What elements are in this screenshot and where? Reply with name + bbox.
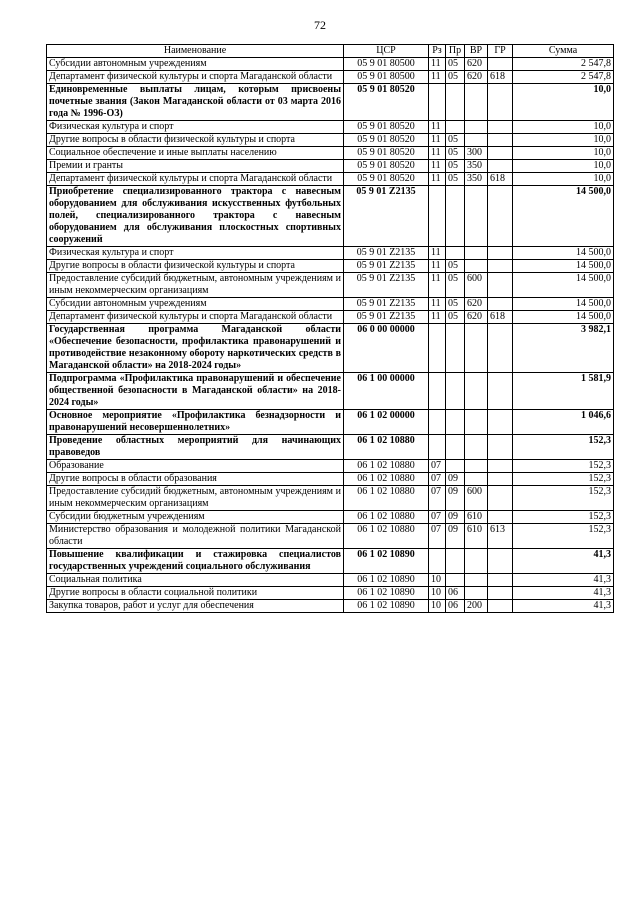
header-rz: Рз [429, 45, 446, 58]
cell-gr [488, 435, 513, 460]
cell-name: Социальная политика [47, 574, 344, 587]
header-vr: ВР [465, 45, 488, 58]
page-number: 72 [314, 18, 326, 32]
cell-name: Предоставление субсидий бюджетным, автономным учреждениям и иным некоммерческим организациям [47, 486, 344, 511]
cell-rz [429, 410, 446, 435]
cell-rz [429, 186, 446, 247]
cell-sum: 1 046,6 [513, 410, 614, 435]
cell-pr: 05 [446, 134, 465, 147]
cell-sum: 152,3 [513, 460, 614, 473]
cell-name: Другие вопросы в области физической культуры и спорта [47, 260, 344, 273]
cell-csr: 06 0 00 00000 [344, 324, 429, 373]
cell-sum: 14 500,0 [513, 273, 614, 298]
cell-csr: 05 9 01 Z2135 [344, 186, 429, 247]
cell-sum: 10,0 [513, 173, 614, 186]
cell-rz: 11 [429, 298, 446, 311]
cell-gr [488, 549, 513, 574]
cell-name: Повышение квалификации и стажировка специалистов государственных учреждений социального обслуживания [47, 549, 344, 574]
cell-pr [446, 410, 465, 435]
cell-pr [446, 84, 465, 121]
cell-rz: 07 [429, 511, 446, 524]
cell-gr [488, 58, 513, 71]
table-row [47, 587, 614, 600]
cell-sum: 2 547,8 [513, 58, 614, 71]
cell-sum: 10,0 [513, 121, 614, 134]
cell-gr: 613 [488, 524, 513, 549]
cell-vr [465, 587, 488, 600]
cell-name: Закупка товаров, работ и услуг для обеспечения [47, 600, 344, 613]
cell-vr [465, 549, 488, 574]
cell-vr [465, 410, 488, 435]
cell-gr [488, 410, 513, 435]
cell-vr: 200 [465, 600, 488, 613]
table-row [47, 600, 614, 613]
cell-csr: 05 9 01 Z2135 [344, 311, 429, 324]
header-csr: ЦСР [344, 45, 429, 58]
cell-name: Субсидии бюджетным учреждениям [47, 511, 344, 524]
cell-sum: 41,3 [513, 587, 614, 600]
cell-csr: 06 1 02 10890 [344, 587, 429, 600]
cell-vr [465, 324, 488, 373]
cell-rz: 10 [429, 600, 446, 613]
cell-name: Приобретение специализированного трактора с навесным оборудованием для обслуживания искусственных футбольных полей, специализированного трактора с навесным оборудованием для обслуживания плоскостных спортивных сооружений [47, 186, 344, 247]
cell-gr [488, 147, 513, 160]
cell-gr [488, 486, 513, 511]
cell-sum: 14 500,0 [513, 247, 614, 260]
header-pr: Пр [446, 45, 465, 58]
cell-csr: 06 1 02 10880 [344, 486, 429, 511]
cell-rz: 07 [429, 460, 446, 473]
cell-name: Субсидии автономным учреждениям [47, 298, 344, 311]
cell-name: Социальное обеспечение и иные выплаты населению [47, 147, 344, 160]
cell-csr: 05 9 01 80520 [344, 121, 429, 134]
cell-vr [465, 247, 488, 260]
cell-name: Другие вопросы в области физической культуры и спорта [47, 134, 344, 147]
cell-rz: 11 [429, 147, 446, 160]
cell-csr: 05 9 01 Z2135 [344, 247, 429, 260]
cell-name: Министерство образования и молодежной политики Магаданской области [47, 524, 344, 549]
cell-vr: 620 [465, 311, 488, 324]
cell-gr [488, 587, 513, 600]
cell-pr [446, 324, 465, 373]
cell-sum: 1 581,9 [513, 373, 614, 410]
header-name: Наименование [47, 45, 344, 58]
cell-name: Субсидии автономным учреждениям [47, 58, 344, 71]
cell-pr [446, 460, 465, 473]
cell-pr: 09 [446, 473, 465, 486]
table-row [47, 247, 614, 260]
cell-name: Основное мероприятие «Профилактика безнадзорности и правонарушений несовершеннолетних» [47, 410, 344, 435]
cell-rz: 10 [429, 574, 446, 587]
cell-pr: 05 [446, 311, 465, 324]
cell-sum: 152,3 [513, 473, 614, 486]
cell-sum: 152,3 [513, 524, 614, 549]
cell-pr: 06 [446, 600, 465, 613]
cell-vr: 610 [465, 511, 488, 524]
table-row [47, 486, 614, 511]
cell-csr: 06 1 02 10880 [344, 524, 429, 549]
cell-gr: 618 [488, 311, 513, 324]
table-row [47, 373, 614, 410]
cell-csr: 05 9 01 80520 [344, 173, 429, 186]
table-row [47, 173, 614, 186]
cell-pr: 05 [446, 147, 465, 160]
cell-csr: 06 1 02 10890 [344, 574, 429, 587]
table-row [47, 134, 614, 147]
cell-name: Государственная программа Магаданской области «Обеспечение безопасности, профилактика правонарушений и противодействие незаконному обороту наркотических средств в Магаданской области» на 2018-2024 годы» [47, 324, 344, 373]
cell-csr: 05 9 01 80520 [344, 84, 429, 121]
table-row [47, 311, 614, 324]
cell-csr: 06 1 00 00000 [344, 373, 429, 410]
cell-name: Премии и гранты [47, 160, 344, 173]
cell-csr: 06 1 02 10880 [344, 511, 429, 524]
cell-csr: 05 9 01 Z2135 [344, 298, 429, 311]
table-row [47, 186, 614, 247]
cell-name: Проведение областных мероприятий для начинающих правоведов [47, 435, 344, 460]
cell-sum: 2 547,8 [513, 71, 614, 84]
cell-pr [446, 373, 465, 410]
cell-vr [465, 186, 488, 247]
cell-vr: 620 [465, 58, 488, 71]
cell-vr [465, 84, 488, 121]
table-row [47, 84, 614, 121]
cell-vr: 620 [465, 298, 488, 311]
cell-rz: 11 [429, 71, 446, 84]
cell-csr: 05 9 01 80520 [344, 160, 429, 173]
table-body [47, 58, 614, 613]
cell-rz: 11 [429, 121, 446, 134]
cell-vr: 600 [465, 273, 488, 298]
table-header-row [47, 45, 614, 58]
cell-gr [488, 160, 513, 173]
cell-rz: 07 [429, 486, 446, 511]
cell-name: Другие вопросы в области образования [47, 473, 344, 486]
cell-gr [488, 574, 513, 587]
cell-csr: 06 1 02 10880 [344, 435, 429, 460]
cell-gr [488, 247, 513, 260]
cell-pr: 05 [446, 58, 465, 71]
cell-vr [465, 260, 488, 273]
cell-csr: 05 9 01 Z2135 [344, 273, 429, 298]
cell-sum: 14 500,0 [513, 311, 614, 324]
cell-sum: 152,3 [513, 435, 614, 460]
cell-vr: 350 [465, 160, 488, 173]
cell-csr: 05 9 01 80500 [344, 58, 429, 71]
cell-vr: 600 [465, 486, 488, 511]
cell-name: Предоставление субсидий бюджетным, автономным учреждениям и иным некоммерческим организациям [47, 273, 344, 298]
cell-sum: 14 500,0 [513, 186, 614, 247]
cell-gr [488, 473, 513, 486]
cell-name: Департамент физической культуры и спорта Магаданской области [47, 173, 344, 186]
cell-rz: 11 [429, 134, 446, 147]
cell-vr: 350 [465, 173, 488, 186]
cell-pr: 05 [446, 260, 465, 273]
cell-pr: 05 [446, 71, 465, 84]
header-sum: Сумма [513, 45, 614, 58]
table-row [47, 58, 614, 71]
table-row [47, 71, 614, 84]
cell-csr: 05 9 01 80500 [344, 71, 429, 84]
cell-vr: 620 [465, 71, 488, 84]
cell-rz [429, 373, 446, 410]
cell-csr: 06 1 02 10880 [344, 460, 429, 473]
cell-pr [446, 247, 465, 260]
cell-rz: 07 [429, 473, 446, 486]
table-row [47, 435, 614, 460]
cell-rz: 11 [429, 273, 446, 298]
cell-sum: 152,3 [513, 511, 614, 524]
table-row [47, 511, 614, 524]
cell-csr: 06 1 02 10890 [344, 600, 429, 613]
cell-pr [446, 549, 465, 574]
cell-pr: 09 [446, 486, 465, 511]
budget-table [46, 44, 614, 613]
cell-vr [465, 121, 488, 134]
cell-pr: 09 [446, 511, 465, 524]
cell-rz: 07 [429, 524, 446, 549]
cell-gr [488, 134, 513, 147]
cell-sum: 10,0 [513, 147, 614, 160]
cell-gr [488, 273, 513, 298]
cell-name: Физическая культура и спорт [47, 121, 344, 134]
cell-rz: 11 [429, 173, 446, 186]
cell-sum: 3 982,1 [513, 324, 614, 373]
table-row [47, 473, 614, 486]
cell-csr: 06 1 02 10890 [344, 549, 429, 574]
table-row [47, 260, 614, 273]
cell-gr [488, 600, 513, 613]
cell-rz: 11 [429, 58, 446, 71]
cell-rz [429, 324, 446, 373]
table-row [47, 160, 614, 173]
cell-csr: 05 9 01 80520 [344, 147, 429, 160]
cell-csr: 06 1 02 10880 [344, 473, 429, 486]
cell-sum: 10,0 [513, 84, 614, 121]
cell-sum: 14 500,0 [513, 260, 614, 273]
cell-name: Департамент физической культуры и спорта Магаданской области [47, 71, 344, 84]
cell-name: Другие вопросы в области социальной политики [47, 587, 344, 600]
table-row [47, 147, 614, 160]
cell-vr [465, 435, 488, 460]
cell-gr: 618 [488, 173, 513, 186]
cell-gr [488, 84, 513, 121]
cell-pr: 09 [446, 524, 465, 549]
cell-pr [446, 121, 465, 134]
cell-gr [488, 186, 513, 247]
table-row [47, 410, 614, 435]
table-row [47, 460, 614, 473]
cell-gr: 618 [488, 71, 513, 84]
cell-rz: 11 [429, 260, 446, 273]
cell-vr [465, 574, 488, 587]
cell-pr [446, 435, 465, 460]
cell-vr: 300 [465, 147, 488, 160]
cell-gr [488, 260, 513, 273]
table-row [47, 298, 614, 311]
cell-sum: 10,0 [513, 134, 614, 147]
cell-vr [465, 134, 488, 147]
cell-sum: 41,3 [513, 574, 614, 587]
cell-pr: 05 [446, 273, 465, 298]
cell-gr [488, 121, 513, 134]
cell-name: Подпрограмма «Профилактика правонарушений и обеспечение общественной безопасности в Магаданской области» на 2018-2024 годы» [47, 373, 344, 410]
table-row [47, 121, 614, 134]
table-row [47, 524, 614, 549]
cell-vr: 610 [465, 524, 488, 549]
header-gr: ГР [488, 45, 513, 58]
cell-rz: 10 [429, 587, 446, 600]
cell-vr [465, 373, 488, 410]
cell-pr [446, 574, 465, 587]
cell-rz [429, 435, 446, 460]
cell-sum: 14 500,0 [513, 298, 614, 311]
table-row [47, 549, 614, 574]
table-row [47, 273, 614, 298]
cell-csr: 05 9 01 80520 [344, 134, 429, 147]
cell-rz: 11 [429, 160, 446, 173]
cell-pr: 05 [446, 160, 465, 173]
cell-name: Единовременные выплаты лицам, которым присвоены почетные звания (Закон Магаданской области от 03 марта 2016 года № 1996-ОЗ) [47, 84, 344, 121]
table-row [47, 324, 614, 373]
cell-pr: 06 [446, 587, 465, 600]
cell-rz: 11 [429, 311, 446, 324]
cell-sum: 41,3 [513, 549, 614, 574]
cell-gr [488, 373, 513, 410]
cell-name: Физическая культура и спорт [47, 247, 344, 260]
cell-pr [446, 186, 465, 247]
cell-gr [488, 460, 513, 473]
cell-name: Образование [47, 460, 344, 473]
cell-csr: 06 1 02 00000 [344, 410, 429, 435]
cell-pr: 05 [446, 173, 465, 186]
cell-gr [488, 298, 513, 311]
cell-rz [429, 84, 446, 121]
table-row [47, 574, 614, 587]
cell-pr: 05 [446, 298, 465, 311]
cell-name: Департамент физической культуры и спорта Магаданской области [47, 311, 344, 324]
cell-rz: 11 [429, 247, 446, 260]
cell-sum: 41,3 [513, 600, 614, 613]
cell-gr [488, 511, 513, 524]
cell-rz [429, 549, 446, 574]
cell-sum: 10,0 [513, 160, 614, 173]
cell-sum: 152,3 [513, 486, 614, 511]
cell-gr [488, 324, 513, 373]
cell-vr [465, 460, 488, 473]
cell-vr [465, 473, 488, 486]
cell-csr: 05 9 01 Z2135 [344, 260, 429, 273]
